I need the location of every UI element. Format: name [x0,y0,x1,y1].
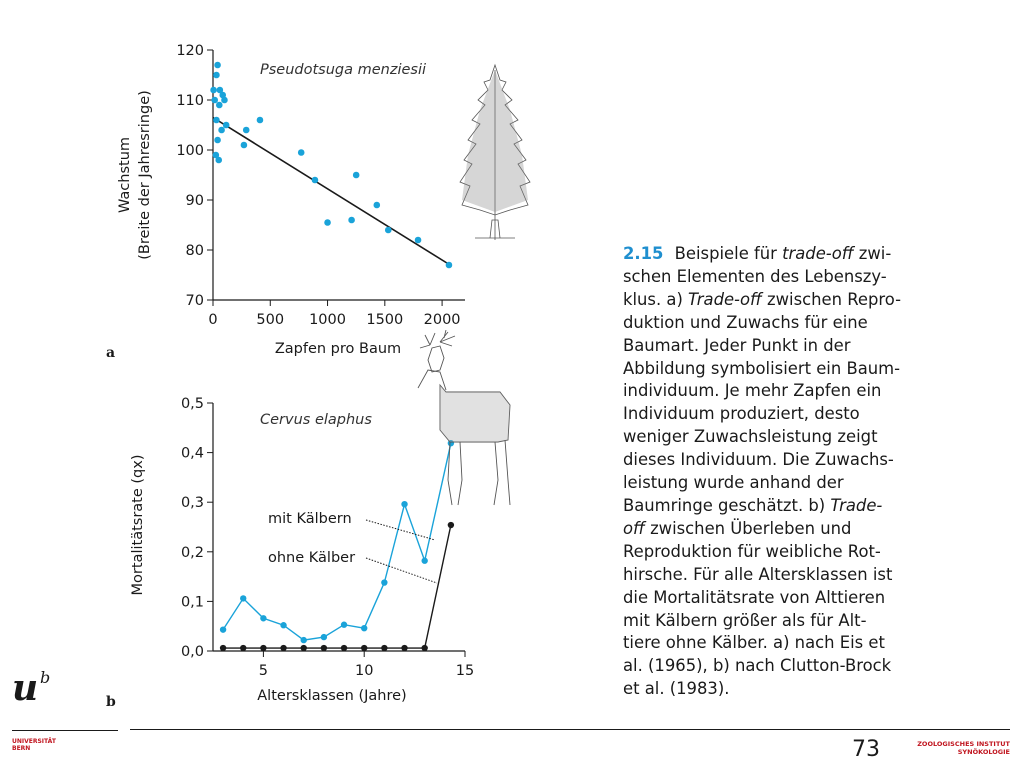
series-mit-kaelbern-point [220,626,226,632]
chart-a-trend [213,118,450,266]
series-mit-kaelbern-point [341,622,347,628]
chart-b-x-label: Altersklassen (Jahre) [257,688,407,704]
logo-b: b [40,668,51,687]
chart-b-y-tick-label: 0,3 [180,495,204,512]
series-mit-kaelbern-point [401,501,407,507]
chart-a-x-tick-label: 0 [208,312,218,328]
caption-line: schen Elementen des Lebenszy- [623,266,887,286]
chart-a-point [215,157,222,164]
chart-a-y-tick-label: 90 [185,193,204,209]
series-mit-kaelbern-point [280,622,286,628]
caption-line: Individuum produziert, desto [623,404,860,424]
series-ohne-kaelber-point [301,645,307,651]
chart-a-x-ticks [208,300,460,328]
series-ohne-kaelber-point [401,645,407,651]
caption-line: individuum. Je mehr Zapfen ein [623,381,882,401]
chart-b-y-ticks [181,396,213,660]
legend-mit-kaelbern-label: mit Kälbern [268,511,352,527]
chart-a-x-tick-label: 1000 [309,312,346,328]
chart-b-x-tick-label: 15 [455,663,475,679]
university-logo [12,668,122,760]
university-name [12,738,56,752]
fir-tree-illustration [450,60,540,250]
caption-line: die Mortalitätsrate von Alttieren [623,587,886,607]
institute-name-line1: ZOOLOGISCHES INSTITUT [917,740,1010,748]
chart-a-point [374,202,381,209]
footer-divider [130,729,1010,730]
legend-mit-kaelbern-leader [366,520,435,540]
caption-line: tiere ohne Kälber. a) nach Eis et [623,633,885,653]
chart-a-point [223,122,230,129]
chart-a-point [221,97,228,104]
chart-a-panel-label: a [106,345,116,361]
chart-a-points [210,62,452,269]
chart-b-x-tick-label: 10 [354,663,374,679]
chart-a-point [213,72,220,79]
series-ohne-kaelber-point [240,645,246,651]
chart-a-y-tick-label: 100 [176,143,204,159]
chart-a-point [415,237,422,244]
chart-a-species: Pseudotsuga menziesii [260,62,427,78]
caption-line: Baumringe geschätzt. b) Trade- [623,495,883,515]
series-ohne-kaelber-point [421,645,427,651]
series-ohne-kaelber-point [260,645,266,651]
caption-line: leistung wurde anhand der [623,473,844,493]
caption-line: off zwischen Überleben und [623,518,852,538]
series-ohne-kaelber-point [381,645,387,651]
chart-a-y-label-line1: Wachstum [117,136,133,214]
chart-b-y-tick-label: 0,1 [180,594,204,611]
chart-a-point [348,217,355,224]
caption-line: Abbildung symbolisiert ein Baum- [623,358,901,378]
caption-text [623,244,901,698]
caption-line: klus. a) Trade-off zwischen Repro- [623,289,901,309]
caption-line: al. (1965), b) nach Clutton-Brock [623,656,892,676]
series-mit-kaelbern-point [260,615,266,621]
chart-a-point [243,127,250,134]
chart-a-point [241,142,248,149]
chart-b-x-tick-label: 5 [258,663,269,679]
chart-a-point [213,117,220,124]
chart-b-species: Cervus elaphus [260,412,372,428]
institute-name [917,740,1010,756]
series-mit-kaelbern-point [421,558,427,564]
chart-a-point [446,262,453,269]
legend-ohne-kaelber-label: ohne Kälber [268,550,356,566]
chart-a-point [211,97,218,104]
chart-b-x-ticks [259,651,474,679]
series-ohne-kaelber-point [448,522,454,528]
red-deer-illustration [410,330,520,510]
chart-b-panel-label: b [106,694,116,710]
institute-name-line2: SYNÖKOLOGIE [957,748,1010,756]
series-ohne-kaelber-point [321,645,327,651]
chart-a [100,35,480,365]
series-ohne-kaelber-point [341,645,347,651]
caption-line: Reproduktion für weibliche Rot- [623,541,881,561]
caption-line: weniger Zuwachsleistung zeigt [623,427,878,447]
chart-a-point [218,127,225,134]
chart-a-point [385,227,392,234]
chart-b-y-label-text: Mortalitätsrate (qx) [130,454,146,596]
caption-line: Beispiele für trade-off zwi- [674,244,892,263]
chart-a-point [214,62,221,69]
chart-a-y-tick-label: 110 [176,93,204,109]
caption-line: mit Kälbern größer als für Alt- [623,610,867,630]
university-name-line1: UNIVERSITÄT [12,738,56,745]
chart-a-y-tick-label: 70 [185,293,204,309]
chart-a-x-tick-label: 2000 [423,312,461,328]
chart-a-x-tick-label: 500 [256,312,285,328]
figure-caption [623,243,943,701]
chart-a-point [214,137,221,144]
chart-a-point [324,219,331,226]
chart-a-point [312,177,319,184]
chart-a-x-tick-label: 1500 [366,312,404,328]
logo-divider [12,730,118,731]
series-mit-kaelbern-point [321,634,327,640]
chart-a-point [298,149,305,156]
series-mit-kaelbern-point [240,595,246,601]
caption-line: hirsche. Für alle Altersklassen ist [623,564,893,584]
chart-a-trend-line [213,118,450,266]
chart-a-y-ticks [176,43,213,309]
chart-b-y-tick-label: 0,2 [180,544,204,561]
chart-a-point [216,102,223,109]
series-ohne-kaelber-point [220,645,226,651]
chart-b-y-tick-label: 0,5 [180,396,204,412]
caption-line: duktion und Zuwachs für eine [623,312,868,332]
chart-b-y-tick-label: 0,0 [180,644,204,660]
university-name-line2: BERN [12,745,31,752]
chart-a-point [210,87,217,94]
chart-a-point [353,172,360,179]
chart-a-point [257,117,264,124]
caption-number: 2.15 [623,244,664,263]
series-mit-kaelbern-point [381,579,387,585]
series-mit-kaelbern-point [361,625,367,631]
logo-u: u [12,667,39,709]
series-ohne-kaelber-point [280,645,286,651]
chart-a-y-tick-label: 120 [176,43,204,59]
chart-a-y-label-line2: (Breite der Jahresringe) [137,90,153,260]
chart-b-y-label [130,455,146,596]
caption-line: Baumart. Jeder Punkt in der [623,335,851,355]
page-number: 73 [852,737,880,762]
caption-line: et al. (1983). [623,679,730,699]
caption-line: dieses Individuum. Die Zuwachs- [623,450,894,470]
chart-a-x-label: Zapfen pro Baum [274,341,402,357]
chart-b-y-tick-label: 0,4 [180,445,204,462]
chart-a-y-tick-label: 80 [185,243,204,259]
series-mit-kaelbern-point [301,637,307,643]
series-ohne-kaelber-point [361,645,367,651]
